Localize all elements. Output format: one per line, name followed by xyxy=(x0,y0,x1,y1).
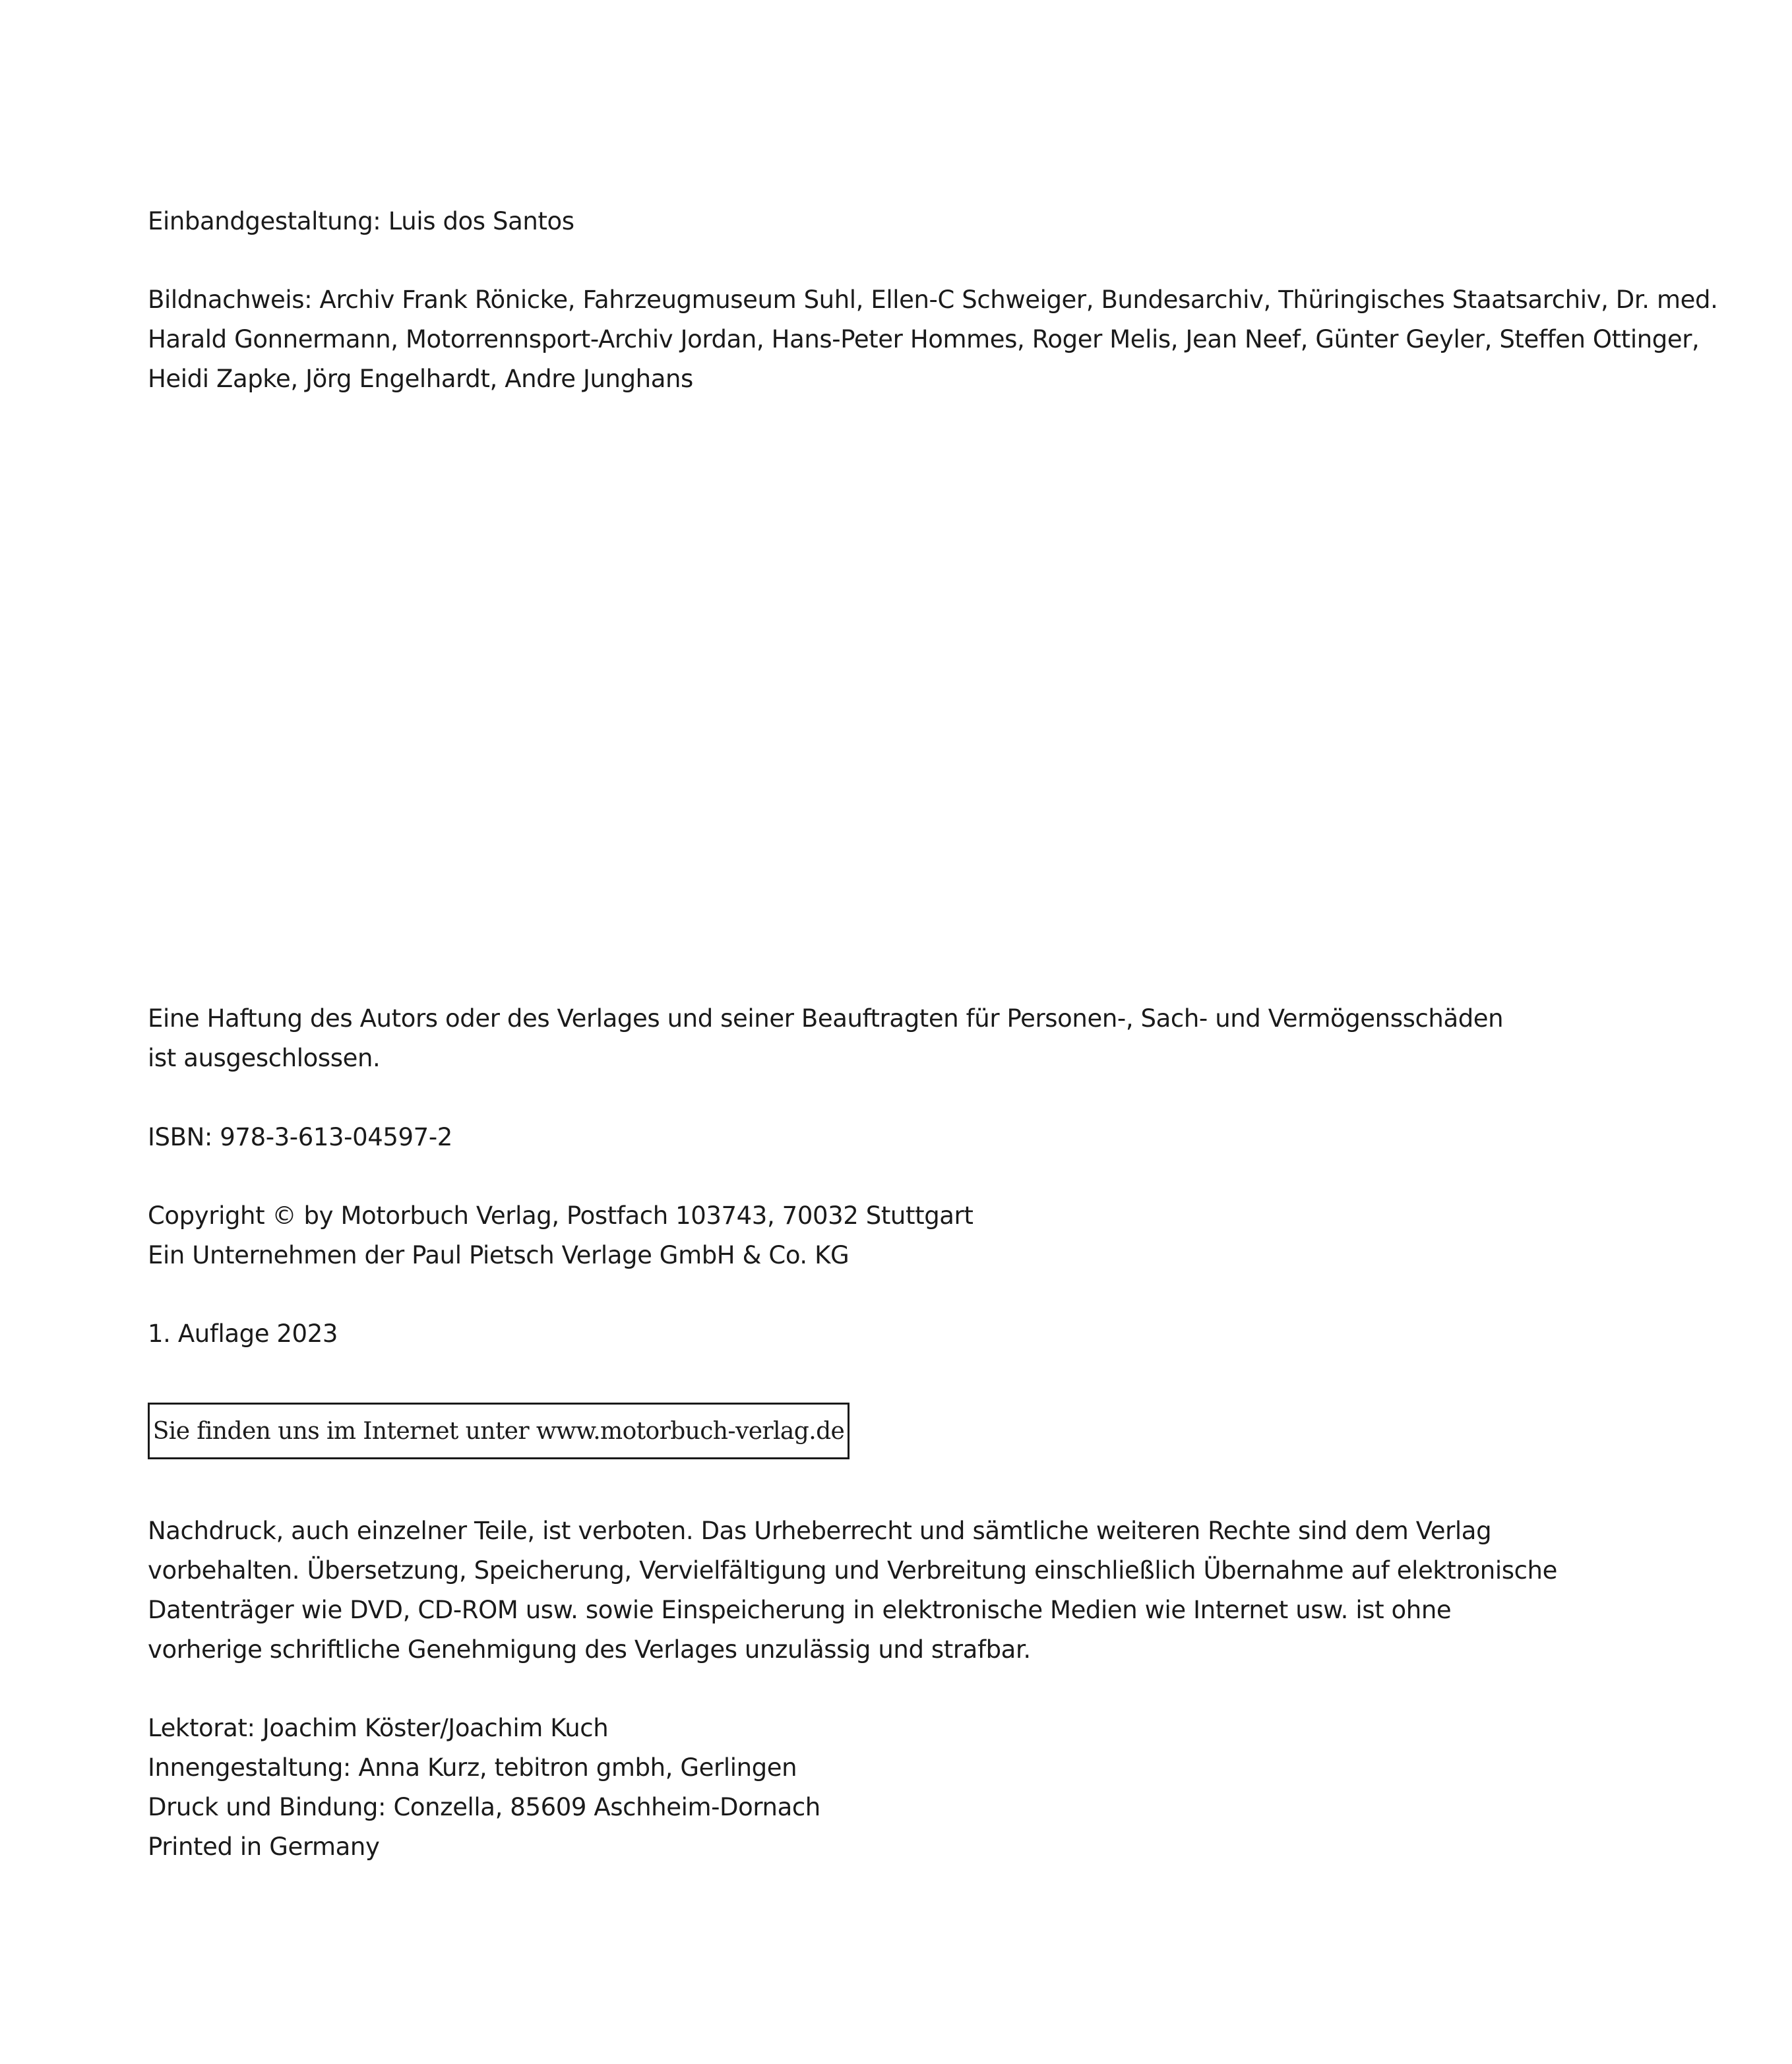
photo-credits-line: Harald Gonnermann, Motorrennsport-Archiv Jordan, Hans-Peter Hommes, Roger Melis, Jean Neef, Günter Geyler, Steffen Ottinger, xyxy=(148,325,1700,353)
isbn xyxy=(148,1118,452,1157)
printed-in-line: Printed in Germany xyxy=(148,1833,380,1861)
reprint-line: vorbehalten. Übersetzung, Speicherung, Vervielfältigung und Verbreitung einschließlich Übernahme auf elektronische xyxy=(148,1556,1557,1585)
reprint-notice xyxy=(148,1511,1557,1670)
reprint-line: Datenträger wie DVD, CD-ROM usw. sowie Einspeicherung in elektronische Medien wie Internet usw. ist ohne xyxy=(148,1596,1452,1624)
website-notice-box xyxy=(148,1403,850,1459)
liability-disclaimer xyxy=(148,999,1503,1078)
copyright-line: Copyright © by Motorbuch Verlag, Postfach 103743, 70032 Stuttgart xyxy=(148,1201,973,1230)
interior-design-credit: Innengestaltung: Anna Kurz, tebitron gmbh, Gerlingen xyxy=(148,1753,797,1782)
reprint-line: vorherige schriftliche Genehmigung des Verlages unzulässig und strafbar. xyxy=(148,1635,1031,1664)
isbn-line: ISBN: 978-3-613-04597-2 xyxy=(148,1123,452,1151)
printing-credit: Druck und Bindung: Conzella, 85609 Aschheim-Dornach xyxy=(148,1793,820,1821)
photo-credits-line: Heidi Zapke, Jörg Engelhardt, Andre Junghans xyxy=(148,365,693,393)
edition xyxy=(148,1314,338,1354)
production-credits xyxy=(148,1709,820,1867)
liability-line: ist ausgeschlossen. xyxy=(148,1044,381,1072)
photo-credits-line: Bildnachweis: Archiv Frank Rönicke, Fahrzeugmuseum Suhl, Ellen-C Schweiger, Bundesarchiv, Thüringisches Staatsarchiv, Dr. med. xyxy=(148,286,1718,314)
editor-credit: Lektorat: Joachim Köster/Joachim Kuch xyxy=(148,1714,609,1742)
photo-credits xyxy=(148,280,1717,399)
liability-line: Eine Haftung des Autors oder des Verlages und seiner Beauftragten für Personen-, Sach- und Vermögensschäden xyxy=(148,1004,1504,1033)
copyright-notice xyxy=(148,1196,973,1275)
cover-design-credit xyxy=(148,202,574,241)
copyright-line: Ein Unternehmen der Paul Pietsch Verlage GmbH & Co. KG xyxy=(148,1241,850,1269)
edition-line: 1. Auflage 2023 xyxy=(148,1320,338,1348)
cover-design-line: Einbandgestaltung: Luis dos Santos xyxy=(148,207,574,235)
website-notice-text: Sie finden uns im Internet unter www.motorbuch-verlag.de xyxy=(152,1417,845,1445)
reprint-line: Nachdruck, auch einzelner Teile, ist verboten. Das Urheberrecht und sämtliche weiteren Rechte sind dem Verlag xyxy=(148,1517,1492,1545)
